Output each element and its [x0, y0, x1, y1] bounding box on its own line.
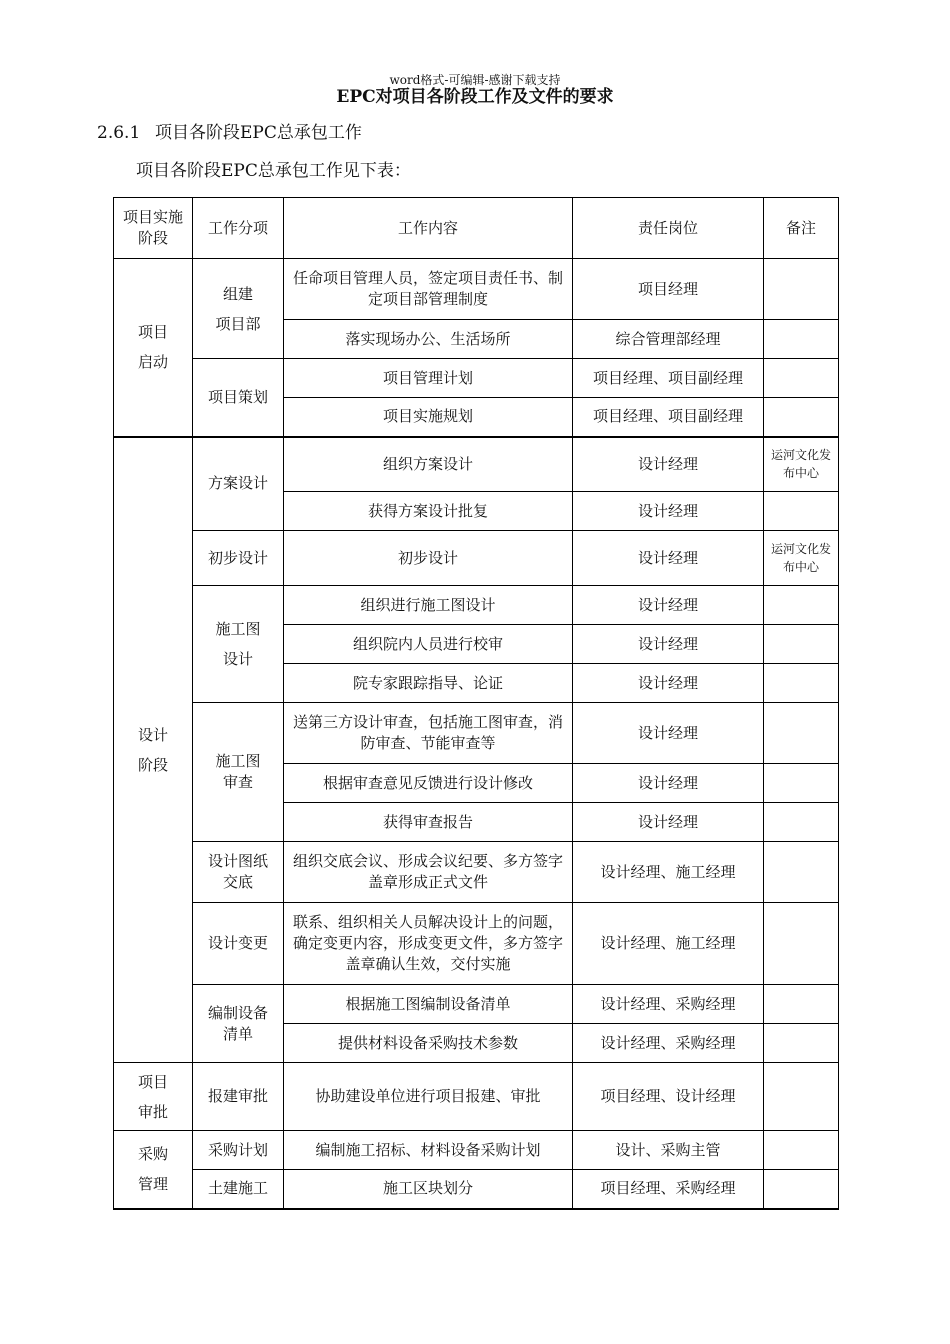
role-cell: 项目经理、设计经理 [573, 1063, 764, 1131]
item-cell: 项目策划 [193, 359, 284, 437]
item-cell: 设计变更 [193, 903, 284, 985]
content-cell: 项目实施规划 [284, 398, 573, 437]
item-cell: 报建审批 [193, 1063, 284, 1131]
content-cell: 落实现场办公、生活场所 [284, 320, 573, 359]
note-cell [764, 903, 839, 985]
role-cell: 设计经理 [573, 664, 764, 703]
role-cell: 设计经理 [573, 437, 764, 492]
table-row [114, 842, 839, 903]
table-row [114, 903, 839, 985]
role-cell: 设计经理 [573, 703, 764, 764]
role-cell: 设计经理、施工经理 [573, 903, 764, 985]
table-row [114, 437, 839, 492]
content-cell: 获得方案设计批复 [284, 492, 573, 531]
table-row [114, 703, 839, 764]
role-cell: 项目经理、项目副经理 [573, 359, 764, 398]
stage-cell: 项目 启动 [114, 259, 193, 437]
content-cell: 施工区块划分 [284, 1170, 573, 1209]
table-row [114, 1170, 839, 1209]
table-row [114, 259, 839, 320]
section-heading [97, 122, 362, 144]
note-cell [764, 625, 839, 664]
note-cell [764, 703, 839, 764]
note-cell [764, 586, 839, 625]
role-cell: 设计经理 [573, 586, 764, 625]
item-cell: 组建 项目部 [193, 259, 284, 359]
role-cell: 设计经理 [573, 803, 764, 842]
role-cell: 项目经理、项目副经理 [573, 398, 764, 437]
role-cell: 设计经理、施工经理 [573, 842, 764, 903]
header-content: 工作内容 [284, 198, 573, 259]
note-cell [764, 320, 839, 359]
content-cell: 任命项目管理人员，签定项目责任书、制定项目部管理制度 [284, 259, 573, 320]
table-row [114, 359, 839, 398]
item-cell: 初步设计 [193, 531, 284, 586]
note-cell: 运河文化发布中心 [764, 437, 839, 492]
stage-cell: 采购 管理 [114, 1131, 193, 1209]
table-row [114, 586, 839, 625]
header-stage: 项目实施 阶段 [114, 198, 193, 259]
header-note: word格式-可编辑-感谢下载支持 [389, 73, 561, 87]
note-cell [764, 803, 839, 842]
item-cell: 土建施工 [193, 1170, 284, 1209]
role-cell: 设计经理、采购经理 [573, 1024, 764, 1063]
document-title: EPC对项目各阶段工作及文件的要求 [336, 87, 614, 107]
role-cell: 综合管理部经理 [573, 320, 764, 359]
note-cell [764, 1170, 839, 1209]
section-number: 2.6.1 [97, 123, 141, 143]
note-cell [764, 985, 839, 1024]
content-cell: 编制施工招标、材料设备采购计划 [284, 1131, 573, 1170]
table-row [114, 1063, 839, 1131]
table-row [114, 531, 839, 586]
epc-work-table [113, 197, 839, 1210]
table-row [114, 985, 839, 1024]
item-cell: 设计图纸 交底 [193, 842, 284, 903]
content-cell: 组织交底会议、形成会议纪要、多方签字盖章形成正式文件 [284, 842, 573, 903]
stage-cell: 项目 审批 [114, 1063, 193, 1131]
note-cell [764, 1063, 839, 1131]
role-cell: 设计经理 [573, 492, 764, 531]
section-title: 项目各阶段EPC总承包工作 [155, 123, 362, 143]
note-cell [764, 359, 839, 398]
item-cell: 采购计划 [193, 1131, 284, 1170]
header-item: 工作分项 [193, 198, 284, 259]
role-cell: 项目经理、采购经理 [573, 1170, 764, 1209]
note-cell [764, 398, 839, 437]
content-cell: 获得审查报告 [284, 803, 573, 842]
header-note: 备注 [764, 198, 839, 259]
note-cell [764, 764, 839, 803]
table-header-row [114, 198, 839, 259]
note-cell [764, 1024, 839, 1063]
content-cell: 联系、组织相关人员解决设计上的问题，确定变更内容，形成变更文件，多方签字盖章确认生效，交付实施 [284, 903, 573, 985]
note-cell [764, 492, 839, 531]
item-cell: 编制设备 清单 [193, 985, 284, 1063]
content-cell: 协助建设单位进行项目报建、审批 [284, 1063, 573, 1131]
note-cell [764, 1131, 839, 1170]
role-cell: 设计经理 [573, 764, 764, 803]
item-cell: 施工图 设计 [193, 586, 284, 703]
intro-text: 项目各阶段EPC总承包工作见下表： [136, 161, 411, 181]
content-cell: 提供材料设备采购技术参数 [284, 1024, 573, 1063]
note-cell: 运河文化发布中心 [764, 531, 839, 586]
content-cell: 院专家跟踪指导、论证 [284, 664, 573, 703]
content-cell: 组织进行施工图设计 [284, 586, 573, 625]
content-cell: 根据审查意见反馈进行设计修改 [284, 764, 573, 803]
content-cell: 组织院内人员进行校审 [284, 625, 573, 664]
role-cell: 设计经理 [573, 531, 764, 586]
table-row [114, 1131, 839, 1170]
role-cell: 设计、采购主管 [573, 1131, 764, 1170]
content-cell: 根据施工图编制设备清单 [284, 985, 573, 1024]
item-cell: 方案设计 [193, 437, 284, 531]
note-cell [764, 259, 839, 320]
role-cell: 设计经理 [573, 625, 764, 664]
note-cell [764, 842, 839, 903]
header-role: 责任岗位 [573, 198, 764, 259]
role-cell: 设计经理、采购经理 [573, 985, 764, 1024]
stage-cell: 设计 阶段 [114, 437, 193, 1063]
content-cell: 项目管理计划 [284, 359, 573, 398]
note-cell [764, 664, 839, 703]
content-cell: 组织方案设计 [284, 437, 573, 492]
item-cell: 施工图 审查 [193, 703, 284, 842]
content-cell: 初步设计 [284, 531, 573, 586]
role-cell: 项目经理 [573, 259, 764, 320]
content-cell: 送第三方设计审查，包括施工图审查，消防审查、节能审查等 [284, 703, 573, 764]
